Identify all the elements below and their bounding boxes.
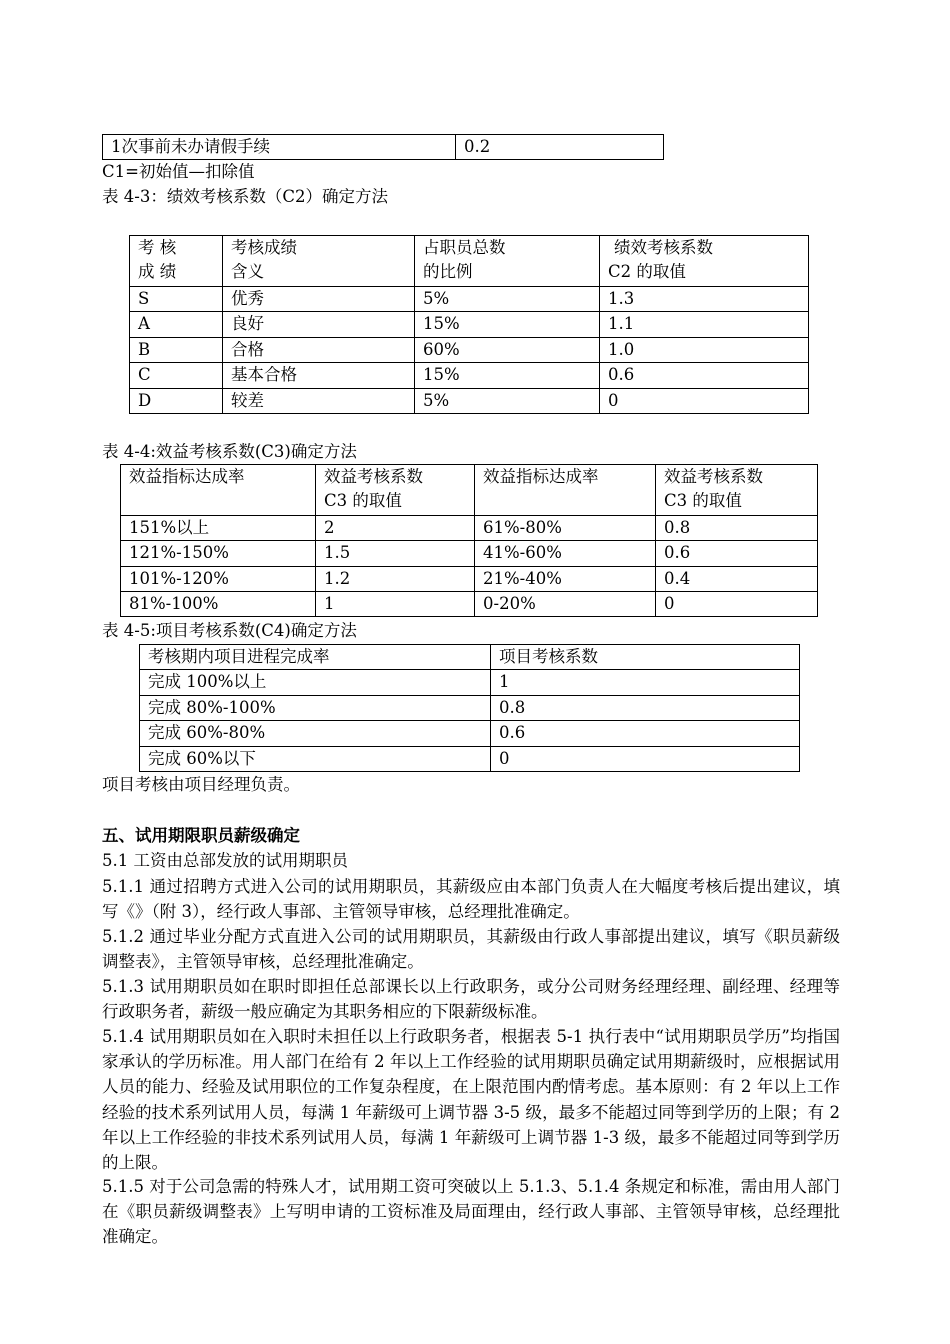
table-cell: 0: [656, 592, 818, 617]
header-cell: 项目考核系数: [491, 645, 800, 670]
table-cell: 0: [491, 747, 800, 772]
table-cell: 21%-40%: [475, 567, 656, 592]
table-cell: 0.8: [491, 696, 800, 721]
table-cell: 基本合格: [223, 363, 415, 389]
table-cell: A: [130, 312, 223, 338]
table-row: [121, 567, 818, 592]
table-row: [140, 670, 800, 696]
table-cell: 完成 80%-100%: [140, 696, 491, 721]
table-cell: S: [130, 287, 223, 312]
table-cell: 60%: [415, 338, 600, 363]
table-cell: 优秀: [223, 287, 415, 312]
header-cell: 效益指标达成率: [475, 465, 656, 516]
table-cell: D: [130, 389, 223, 414]
table-cell: 81%-100%: [121, 592, 316, 617]
table-cell: 0.4: [656, 567, 818, 592]
table-cell: 1.5: [316, 541, 475, 567]
table-cell: 0.8: [656, 516, 818, 541]
table-cell: 较差: [223, 389, 415, 414]
table-4-5-caption: 表 4-5:项目考核系数(C4)确定方法: [102, 621, 357, 640]
table-cell: 0.2: [456, 135, 664, 160]
section-5-1: 5.1 工资由总部发放的试用期职员: [102, 851, 348, 870]
table-cell: 121%-150%: [121, 541, 316, 567]
table-cell: 1.2: [316, 567, 475, 592]
paragraph-5-1-3: 5.1.3 试用期职员如在职时即担任总部课长以上行政职务，或分公司财务经理经理、副经理、经理等行政职务者，薪级一般应确定为其职务相应的下限薪级标准。: [102, 977, 840, 1022]
table-4-3: [129, 235, 809, 414]
table-cell: 41%-60%: [475, 541, 656, 567]
table-cell: 15%: [415, 312, 600, 338]
table-header-row: [140, 645, 800, 670]
table-4-3-caption: 表 4-3：绩效考核系数（C2）确定方法: [102, 187, 388, 206]
table-cell: 15%: [415, 363, 600, 389]
paragraph-5-1-2: 5.1.2 通过毕业分配方式直进入公司的试用期职员，其薪级由行政人事部提出建议，填写《职员薪级调整表》，主管领导审核，总经理批准确定。: [102, 927, 840, 972]
table-row: [121, 516, 818, 541]
header-cell: 绩效考核系数 C2 的取值: [600, 236, 809, 287]
c1-formula: C1=初始值—扣除值: [102, 162, 255, 181]
table-header-row: [130, 236, 809, 287]
table-cell: 5%: [415, 287, 600, 312]
table-cell: 151%以上: [121, 516, 316, 541]
table-row: [121, 592, 818, 617]
table-cell: 101%-120%: [121, 567, 316, 592]
header-cell: 考核期内项目进程完成率: [140, 645, 491, 670]
table-cell: 0.6: [491, 721, 800, 747]
header-cell: 效益指标达成率: [121, 465, 316, 516]
table-row: [130, 338, 809, 363]
table-row: [140, 747, 800, 772]
table-header-row: [121, 465, 818, 516]
table-cell: 0.6: [600, 363, 809, 389]
project-note: 项目考核由项目经理负责。: [102, 775, 300, 794]
table-4-5: [139, 644, 800, 772]
table-cell: 合格: [223, 338, 415, 363]
header-cell: 考核成绩 含义: [223, 236, 415, 287]
table-cell: 1.0: [600, 338, 809, 363]
header-cell: 效益考核系数 C3 的取值: [316, 465, 475, 516]
table-row: [130, 389, 809, 414]
table-row: [140, 696, 800, 721]
header-cell: 效益考核系数 C3 的取值: [656, 465, 818, 516]
table-cell: C: [130, 363, 223, 389]
table-cell: 0.6: [656, 541, 818, 567]
table-cell: B: [130, 338, 223, 363]
table-cell: 1.3: [600, 287, 809, 312]
paragraph-5-1-5: 5.1.5 对于公司急需的特殊人才，试用期工资可突破以上 5.1.3、5.1.4 条规定和标准，需由用人部门在《职员薪级调整表》上写明申请的工资标准及局面理由，经行政人事部、主管领导审核，总经理批准确定。: [102, 1177, 840, 1247]
table-row: [121, 541, 818, 567]
table-row: [130, 363, 809, 389]
deduction-table: [102, 134, 664, 160]
header-cell: 考 核 成 绩: [130, 236, 223, 287]
table-cell: 61%-80%: [475, 516, 656, 541]
table-cell: 5%: [415, 389, 600, 414]
table-cell: 1: [491, 670, 800, 696]
table-cell: 完成 100%以上: [140, 670, 491, 696]
table-cell: 完成 60%以下: [140, 747, 491, 772]
table-cell: 1.1: [600, 312, 809, 338]
table-cell: 1次事前未办请假手续: [103, 135, 456, 160]
paragraph-5-1-4: 5.1.4 试用期职员如在入职时未担任以上行政职务者，根据表 5-1 执行表中“试用期职员学历”均指国家承认的学历标准。用人部门在给有 2 年以上工作经验的试用期职员确定试用期薪级时，应根据试用人员的能力、经验及试用职位的工作复杂程度，在上限范围内酌情考虑。基本原则：有 2 年以上工作经验的技术系列试用人员，每满 1 年薪级可上调节器 3-5 级，最多不能超过同等到学历的上限；有 2 年以上工作经验的非技术系列试用人员，每满 1 年薪级可上调节器 1-3 级，最多不能超过同等到学历的上限。: [102, 1027, 840, 1173]
table-cell: 1: [316, 592, 475, 617]
table-row: [130, 287, 809, 312]
table-4-4: [120, 464, 818, 617]
table-cell: 完成 60%-80%: [140, 721, 491, 747]
paragraph-5-1-1: 5.1.1 通过招聘方式进入公司的试用期职员，其薪级应由本部门负责人在大幅度考核后提出建议，填写《》（附 3），经行政人事部、主管领导审核，总经理批准确定。: [102, 877, 840, 922]
table-row: [130, 312, 809, 338]
table-row: [103, 135, 664, 160]
table-4-4-caption: 表 4-4:效益考核系数(C3)确定方法: [102, 442, 357, 461]
header-cell: 占职员总数 的比例: [415, 236, 600, 287]
table-cell: 良好: [223, 312, 415, 338]
table-cell: 0-20%: [475, 592, 656, 617]
table-cell: 0: [600, 389, 809, 414]
section-5-heading: 五、试用期限职员薪级确定: [102, 826, 300, 845]
table-row: [140, 721, 800, 747]
table-cell: 2: [316, 516, 475, 541]
